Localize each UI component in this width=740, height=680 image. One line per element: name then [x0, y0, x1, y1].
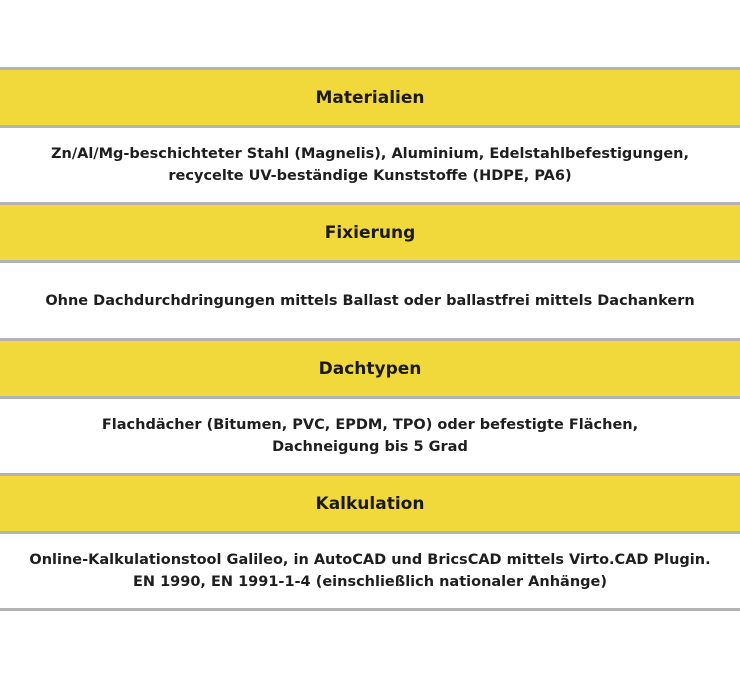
section-title: Fixierung: [324, 222, 416, 243]
section-title: Dachtypen: [318, 358, 422, 379]
divider: [0, 608, 740, 611]
section-header-materialien: [0, 70, 740, 125]
section-text-line: EN 1990, EN 1991-1-4 (einschließlich nationaler Anhänge): [132, 574, 608, 590]
section-header-fixierung: [0, 205, 740, 260]
section-body-dachtypen: [0, 399, 740, 473]
section-text-line: Online-Kalkulationstool Galileo, in AutoCAD und BricsCAD mittels Virto.CAD Plugin.: [29, 552, 711, 568]
section-header-kalkulation: [0, 476, 740, 531]
section-body-fixierung: [0, 263, 740, 338]
section-header-dachtypen: [0, 341, 740, 396]
section-title: Kalkulation: [315, 493, 425, 514]
section-text-line: Zn/Al/Mg-beschichteter Stahl (Magnelis), Aluminium, Edelstahlbefestigungen,: [50, 146, 690, 162]
section-text-line: recycelte UV-beständige Kunststoffe (HDPE, PA6): [168, 168, 572, 184]
section-text-line: Flachdächer (Bitumen, PVC, EPDM, TPO) oder befestigte Flächen,: [101, 417, 639, 433]
section-body-materialien: [0, 128, 740, 202]
section-text-line: Ohne Dachdurchdringungen mittels Ballast oder ballastfrei mittels Dachankern: [45, 292, 695, 309]
section-title: Materialien: [315, 87, 425, 108]
section-body-kalkulation: [0, 534, 740, 608]
spec-table: [0, 67, 740, 611]
section-text-line: Dachneigung bis 5 Grad: [272, 439, 468, 455]
